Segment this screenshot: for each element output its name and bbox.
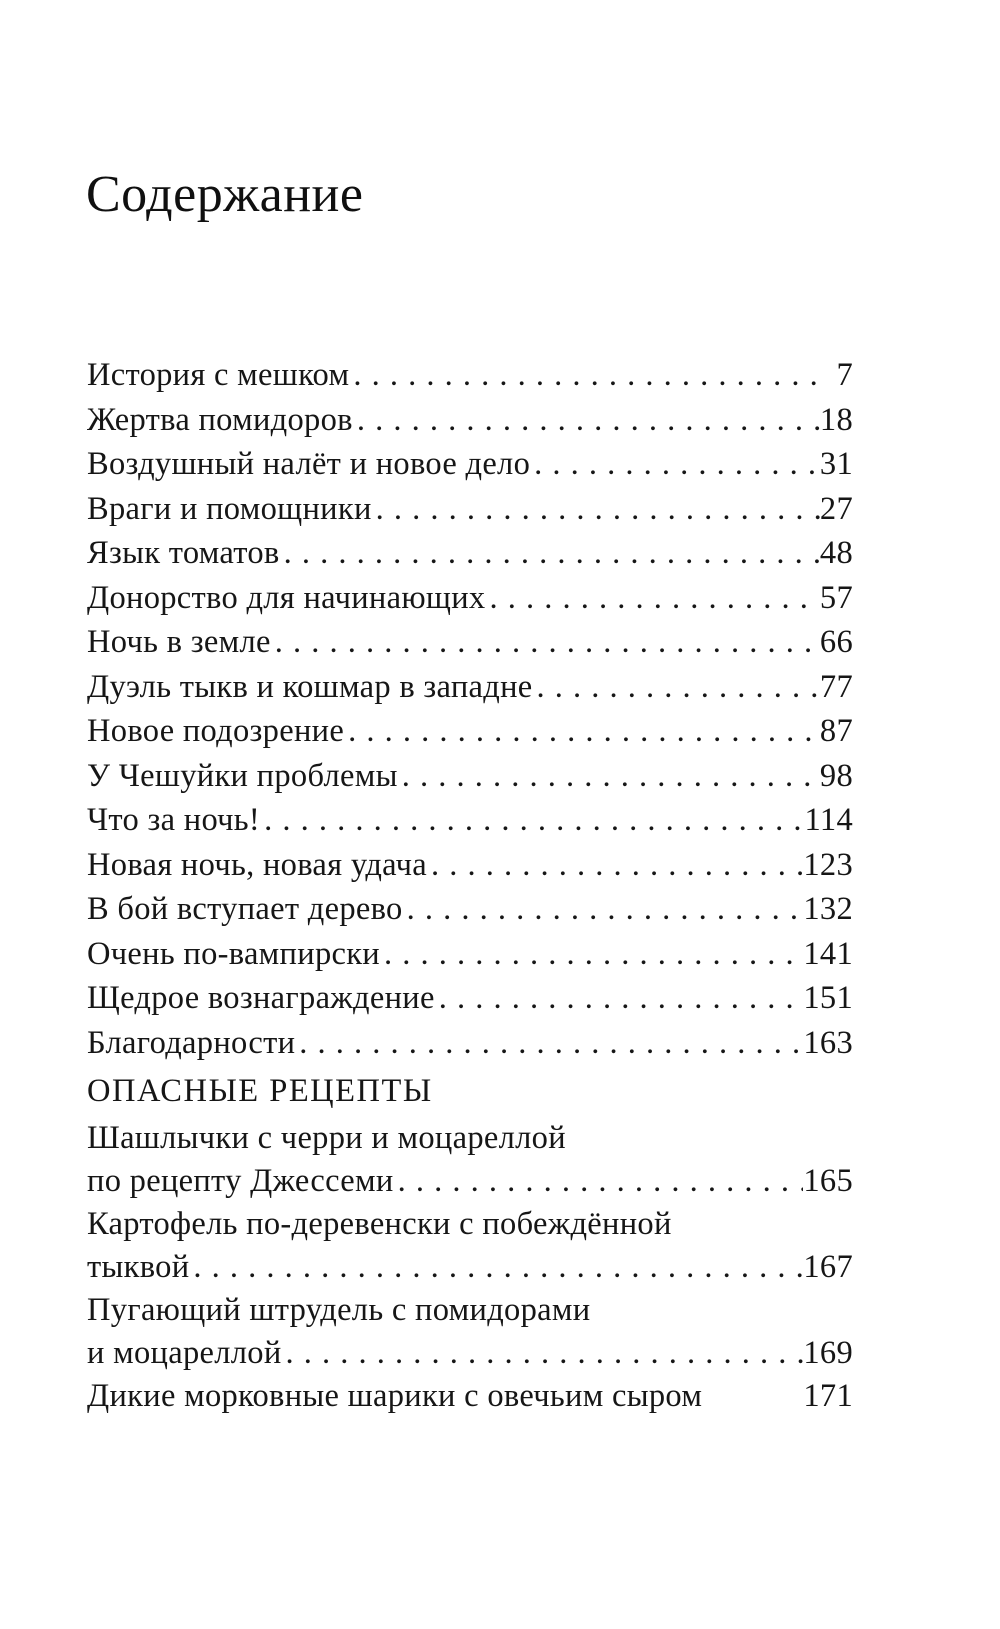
recipes-heading: ОПАСНЫЕ РЕЦЕПТЫ (87, 1073, 433, 1109)
toc-entry (87, 1332, 853, 1375)
page-number: 87 (819, 713, 853, 749)
page-number: 66 (819, 624, 853, 660)
dot-leader (486, 576, 820, 621)
chapter-title: Враги и помощники (87, 490, 372, 527)
dot-leader (295, 1021, 803, 1066)
toc-entry (87, 1375, 853, 1418)
table-of-contents (87, 353, 853, 1065)
toc-entry (87, 1246, 853, 1289)
page-number: 141 (803, 935, 853, 972)
page-number: 98 (819, 757, 853, 794)
page-number: 132 (803, 891, 853, 927)
chapter-title: Новая ночь, новая удача (87, 846, 427, 883)
page-number: 165 (803, 1163, 853, 1199)
chapter-title: Ночь в земле (87, 624, 271, 660)
chapter-title: Донорство для начинающих (87, 579, 486, 616)
toc-entry (87, 1021, 853, 1066)
chapter-title: Что за ночь! (87, 802, 261, 838)
dot-leader (435, 976, 804, 1021)
page-number: 7 (836, 357, 853, 393)
toc-entry (87, 665, 853, 710)
dot-leader (398, 754, 820, 799)
dot-leader (530, 442, 820, 487)
dot-leader (380, 932, 803, 977)
toc-entry (87, 843, 853, 888)
recipe-title-line: Пугающий штрудель с помидорами (87, 1292, 591, 1328)
toc-entry (87, 798, 853, 843)
dot-leader (280, 531, 820, 576)
toc-entry (87, 887, 853, 932)
toc-entry (87, 1160, 853, 1203)
toc-entry (87, 932, 853, 977)
toc-entry (87, 620, 853, 665)
dot-leader (344, 709, 820, 754)
chapter-title: Воздушный налёт и новое дело (87, 446, 531, 482)
page-number: 57 (819, 579, 853, 616)
chapter-title: Дуэль тыкв и кошмар в западне (87, 668, 533, 705)
page-number: 48 (819, 535, 853, 571)
dot-leader (394, 1160, 804, 1203)
dot-leader (282, 1332, 804, 1375)
dot-leader (349, 353, 829, 398)
toc-entry (87, 976, 853, 1021)
dot-leader (372, 487, 820, 532)
recipe-title-line: Картофель по-деревенски с побеждённой (87, 1206, 672, 1242)
page-number: 163 (803, 1024, 853, 1061)
toc-entry (87, 754, 853, 799)
chapter-title: У Чешуйки проблемы (87, 757, 398, 794)
page-number: 18 (819, 401, 853, 438)
page-number: 169 (803, 1335, 853, 1371)
dot-leader (260, 798, 804, 843)
dot-leader (403, 887, 804, 932)
recipe-title-line: по рецепту Джессеми (87, 1163, 394, 1199)
dot-leader (427, 843, 803, 888)
chapter-title: Очень по-вампирски (87, 935, 380, 972)
chapter-title: Благодарности (87, 1024, 296, 1061)
page-number: 123 (803, 846, 853, 883)
dot-leader (189, 1246, 803, 1289)
chapter-title: Новое подозрение (87, 713, 345, 749)
toc-entry (87, 709, 853, 754)
chapter-title: Жертва помидоров (87, 401, 353, 438)
page-number: 167 (803, 1249, 853, 1285)
recipe-title-line: тыквой (87, 1249, 190, 1285)
page-number: 27 (819, 490, 853, 527)
recipes-list (87, 1117, 853, 1418)
toc-entry (87, 487, 853, 532)
recipe-title-line: Шашлычки с черри и моцареллой (87, 1120, 566, 1156)
page-number: 114 (804, 802, 853, 838)
toc-entry (87, 531, 853, 576)
dot-leader (353, 398, 820, 443)
page-title: Содержание (86, 166, 364, 223)
page-number: 171 (803, 1378, 853, 1414)
toc-entry (87, 353, 853, 398)
chapter-title: История с мешком (87, 357, 350, 393)
recipe-title-line: и моцареллой (87, 1335, 282, 1371)
recipe-title-line: Дикие морковные шарики с овечьим сыром (87, 1378, 703, 1414)
chapter-title: Щедрое вознаграждение (87, 980, 435, 1016)
toc-entry (87, 442, 853, 487)
chapter-title: Язык томатов (87, 535, 280, 571)
page-number: 151 (803, 980, 853, 1016)
page-number: 31 (819, 446, 853, 482)
dot-leader (533, 665, 820, 710)
toc-entry (87, 398, 853, 443)
toc-entry (87, 576, 853, 621)
dot-leader (271, 620, 820, 665)
chapter-title: В бой вступает дерево (87, 891, 403, 927)
page-number: 77 (819, 668, 853, 705)
